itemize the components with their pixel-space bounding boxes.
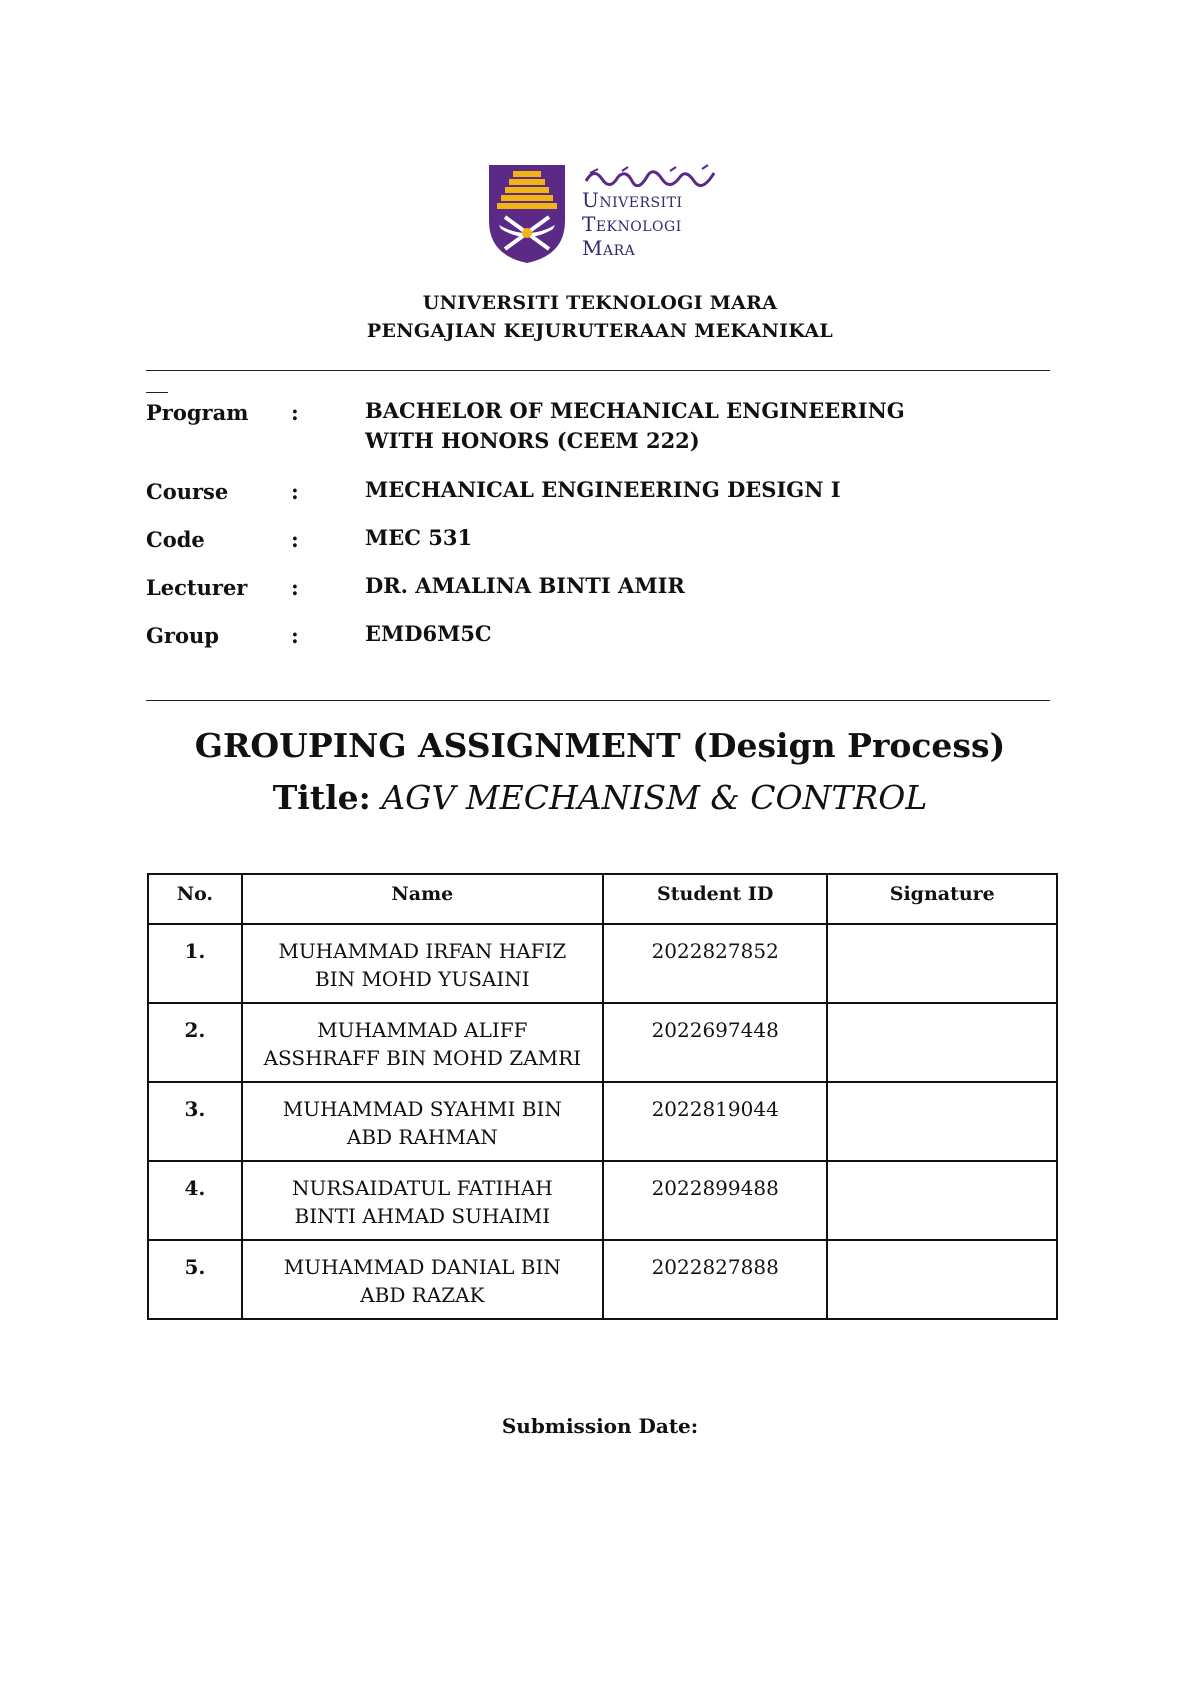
logo-word-teknologi: Teknologi: [582, 212, 682, 236]
uitm-logo: [487, 163, 727, 265]
header-no: No.: [148, 874, 242, 924]
name-line1: MUHAMMAD SYAHMI BIN: [282, 1097, 562, 1121]
header-divider-stub: [146, 392, 168, 393]
program-value-line1: BACHELOR OF MECHANICAL ENGINEERING: [365, 398, 905, 423]
code-value: MEC 531: [365, 525, 473, 550]
logo-word-mara: Mara: [582, 236, 636, 260]
course-colon: :: [291, 479, 299, 504]
row-no: 4.: [148, 1161, 242, 1240]
row-signature: [827, 1161, 1057, 1240]
row-no: 1.: [148, 924, 242, 1003]
row-signature: [827, 924, 1057, 1003]
course-label: Course: [146, 479, 229, 504]
program-label: Program: [146, 400, 249, 425]
logo-word-universiti: Universiti: [582, 188, 683, 212]
row-no: 3.: [148, 1082, 242, 1161]
header-signature: Signature: [827, 874, 1057, 924]
program-value-line2: WITH HONORS (CEEM 222): [365, 428, 700, 453]
header-student-id: Student ID: [603, 874, 828, 924]
group-colon: :: [291, 623, 299, 648]
row-no: 5.: [148, 1240, 242, 1319]
name-line1: MUHAMMAD IRFAN HAFIZ: [278, 939, 567, 963]
code-colon: :: [291, 527, 299, 552]
assignment-title: [0, 778, 1200, 817]
name-line1: MUHAMMAD ALIFF: [317, 1018, 528, 1042]
assignment-heading: GROUPING ASSIGNMENT (Design Process): [194, 726, 1006, 765]
name-line1: MUHAMMAD DANIAL BIN: [283, 1255, 561, 1279]
program-colon: :: [291, 400, 299, 425]
row-signature: [827, 1240, 1057, 1319]
name-line2: BINTI AHMAD SUHAIMI: [294, 1204, 551, 1228]
table-row: [148, 1082, 1057, 1161]
members-table: [147, 873, 1058, 1320]
course-value: MECHANICAL ENGINEERING DESIGN I: [365, 477, 841, 502]
row-name: [242, 1240, 603, 1319]
row-signature: [827, 1003, 1057, 1082]
submission-date-label: Submission Date:: [501, 1414, 699, 1438]
faculty-name: PENGAJIAN KEJURUTERAAN MEKANIKAL: [366, 320, 834, 342]
title-label: Title:: [272, 778, 371, 817]
lecturer-label: Lecturer: [146, 575, 248, 600]
table-row: [148, 1240, 1057, 1319]
info-divider: [146, 700, 1050, 701]
row-name: [242, 924, 603, 1003]
logo-wordmark: [582, 163, 732, 265]
name-line2: ABD RAHMAN: [346, 1125, 498, 1149]
table-row: [148, 1161, 1057, 1240]
jawi-script-icon: [582, 163, 722, 187]
row-student-id: 2022819044: [603, 1082, 828, 1161]
group-value: EMD6M5C: [365, 621, 492, 646]
row-student-id: 2022899488: [603, 1161, 828, 1240]
uitm-crest-icon: [487, 163, 567, 265]
name-line2: BIN MOHD YUSAINI: [315, 967, 530, 991]
title-value: AGV MECHANISM & CONTROL: [381, 778, 928, 817]
name-line2: ABD RAZAK: [360, 1283, 485, 1307]
university-name: UNIVERSITI TEKNOLOGI MARA: [422, 292, 778, 314]
program-value: [365, 396, 905, 456]
row-no: 2.: [148, 1003, 242, 1082]
lecturer-value: DR. AMALINA BINTI AMIR: [365, 573, 685, 598]
lecturer-colon: :: [291, 575, 299, 600]
header-divider: [146, 370, 1050, 371]
row-student-id: 2022827852: [603, 924, 828, 1003]
row-name: [242, 1003, 603, 1082]
code-label: Code: [146, 527, 205, 552]
table-row: [148, 924, 1057, 1003]
table-header-row: [148, 874, 1057, 924]
group-label: Group: [146, 623, 219, 648]
row-name: [242, 1161, 603, 1240]
row-student-id: 2022827888: [603, 1240, 828, 1319]
row-student-id: 2022697448: [603, 1003, 828, 1082]
table-row: [148, 1003, 1057, 1082]
name-line2: ASSHRAFF BIN MOHD ZAMRI: [263, 1046, 582, 1070]
row-name: [242, 1082, 603, 1161]
header-name: Name: [242, 874, 603, 924]
name-line1: NURSAIDATUL FATIHAH: [291, 1176, 553, 1200]
row-signature: [827, 1082, 1057, 1161]
